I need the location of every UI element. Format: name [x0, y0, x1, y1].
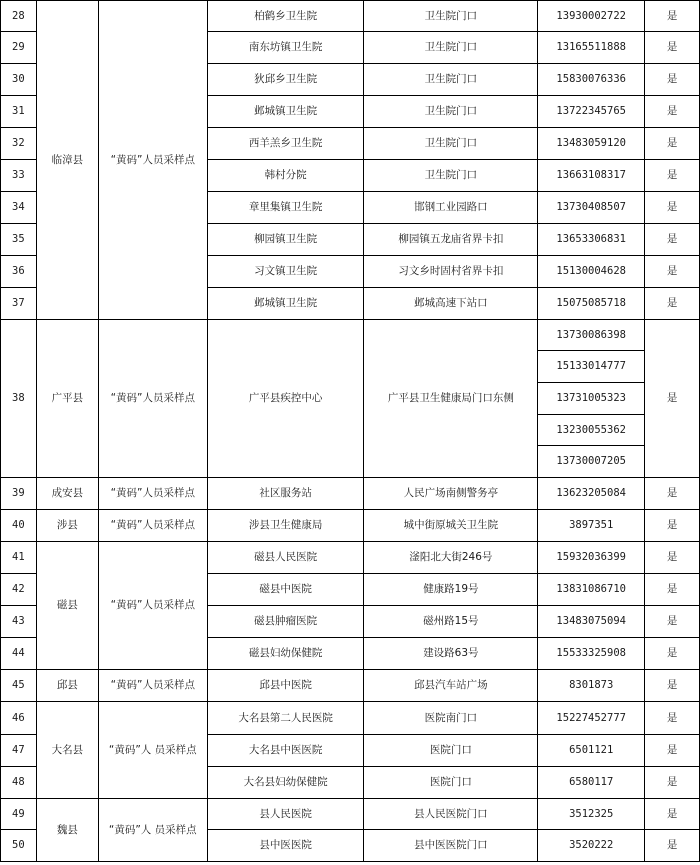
row-number: 41 [1, 542, 37, 574]
contact-phone: 13663108317 [538, 160, 645, 192]
site-name: 邺城镇卫生院 [207, 288, 364, 320]
site-location: 卫生院门口 [364, 128, 538, 160]
site-location: 卫生院门口 [364, 96, 538, 128]
table-row [1, 478, 700, 510]
available-flag: 是 [645, 735, 700, 767]
row-number: 39 [1, 478, 37, 510]
available-flag: 是 [645, 192, 700, 224]
site-location: 医院南门口 [364, 702, 538, 735]
county-name: 广平县 [36, 320, 98, 478]
site-location: 医院门口 [364, 767, 538, 799]
site-name: 社区服务站 [207, 478, 364, 510]
contact-phone: 13483059120 [538, 128, 645, 160]
site-name: 广平县疾控中心 [207, 320, 364, 478]
contact-phone: 8301873 [538, 670, 645, 702]
available-flag: 是 [645, 670, 700, 702]
site-location: 健康路19号 [364, 574, 538, 606]
contact-phone: 15130004628 [538, 256, 645, 288]
contact-phone: 15075085718 [538, 288, 645, 320]
row-number: 29 [1, 32, 37, 64]
available-flag: 是 [645, 288, 700, 320]
site-name: 韩村分院 [207, 160, 364, 192]
site-name: 邱县中医院 [207, 670, 364, 702]
site-location: 医院门口 [364, 735, 538, 767]
site-location: 县中医医院门口 [364, 830, 538, 862]
site-location: 柳园镇五龙庙省界卡扣 [364, 224, 538, 256]
contact-phone: 13930002722 [538, 1, 645, 32]
available-flag: 是 [645, 638, 700, 670]
site-name: 涉县卫生健康局 [207, 510, 364, 542]
available-flag: 是 [645, 32, 700, 64]
table-row [1, 799, 700, 830]
contact-phone: 3520222 [538, 830, 645, 862]
site-name: 磁县中医院 [207, 574, 364, 606]
available-flag: 是 [645, 160, 700, 192]
site-name: 狄邱乡卫生院 [207, 64, 364, 96]
contact-phone: 13730007205 [538, 446, 645, 478]
available-flag: 是 [645, 542, 700, 574]
contact-phone: 15932036399 [538, 542, 645, 574]
available-flag: 是 [645, 478, 700, 510]
contact-phone: 13722345765 [538, 96, 645, 128]
site-name: 习文镇卫生院 [207, 256, 364, 288]
site-name: 大名县中医医院 [207, 735, 364, 767]
row-number: 44 [1, 638, 37, 670]
contact-phone: 13730408507 [538, 192, 645, 224]
row-number: 46 [1, 702, 37, 735]
available-flag: 是 [645, 256, 700, 288]
row-number: 38 [1, 320, 37, 478]
row-number: 45 [1, 670, 37, 702]
row-number: 37 [1, 288, 37, 320]
site-name: 磁县肿瘤医院 [207, 606, 364, 638]
available-flag: 是 [645, 799, 700, 830]
site-name: 大名县妇幼保健院 [207, 767, 364, 799]
row-number: 31 [1, 96, 37, 128]
table-row [1, 702, 700, 735]
table-row [1, 670, 700, 702]
row-number: 47 [1, 735, 37, 767]
row-number: 42 [1, 574, 37, 606]
available-flag: 是 [645, 224, 700, 256]
county-name: 邱县 [36, 670, 98, 702]
table-row [1, 510, 700, 542]
contact-phone: 15133014777 [538, 351, 645, 383]
row-number: 36 [1, 256, 37, 288]
site-name: 章里集镇卫生院 [207, 192, 364, 224]
available-flag: 是 [645, 606, 700, 638]
sampling-type: “黄码”人 员采样点 [98, 799, 207, 862]
table-row [1, 320, 700, 351]
available-flag: 是 [645, 574, 700, 606]
site-location: 城中街原城关卫生院 [364, 510, 538, 542]
site-name: 邺城镇卫生院 [207, 96, 364, 128]
contact-phone: 6580117 [538, 767, 645, 799]
site-name: 柏鹤乡卫生院 [207, 1, 364, 32]
available-flag: 是 [645, 510, 700, 542]
site-name: 大名县第二人民医院 [207, 702, 364, 735]
county-name: 魏县 [36, 799, 98, 862]
row-number: 48 [1, 767, 37, 799]
available-flag: 是 [645, 128, 700, 160]
row-number: 32 [1, 128, 37, 160]
contact-phone: 15227452777 [538, 702, 645, 735]
row-number: 34 [1, 192, 37, 224]
row-number: 43 [1, 606, 37, 638]
row-number: 35 [1, 224, 37, 256]
contact-phone: 13623205084 [538, 478, 645, 510]
county-name: 涉县 [36, 510, 98, 542]
contact-phone: 3897351 [538, 510, 645, 542]
contact-phone: 13730086398 [538, 320, 645, 351]
available-flag: 是 [645, 96, 700, 128]
row-number: 50 [1, 830, 37, 862]
contact-phone: 13165511888 [538, 32, 645, 64]
contact-phone: 13483075094 [538, 606, 645, 638]
contact-phone: 13831086710 [538, 574, 645, 606]
site-location: 邺城高速下站口 [364, 288, 538, 320]
county-name: 成安县 [36, 478, 98, 510]
table-row [1, 542, 700, 574]
contact-phone: 13230055362 [538, 415, 645, 446]
site-location: 习文乡时固村省界卡扣 [364, 256, 538, 288]
site-location: 县人民医院门口 [364, 799, 538, 830]
row-number: 30 [1, 64, 37, 96]
site-location: 滏阳北大街246号 [364, 542, 538, 574]
site-name: 磁县人民医院 [207, 542, 364, 574]
available-flag: 是 [645, 1, 700, 32]
county-name: 临漳县 [36, 1, 98, 320]
site-name: 县人民医院 [207, 799, 364, 830]
row-number: 33 [1, 160, 37, 192]
site-location: 卫生院门口 [364, 32, 538, 64]
site-name: 柳园镇卫生院 [207, 224, 364, 256]
site-location: 邱县汽车站广场 [364, 670, 538, 702]
site-name: 磁县妇幼保健院 [207, 638, 364, 670]
sampling-type: “黄码”人员采样点 [98, 510, 207, 542]
contact-phone: 3512325 [538, 799, 645, 830]
site-location: 广平县卫生健康局门口东侧 [364, 320, 538, 478]
site-location: 建设路63号 [364, 638, 538, 670]
county-name: 大名县 [36, 702, 98, 799]
sampling-type: “黄码”人 员采样点 [98, 702, 207, 799]
sampling-type: “黄码”人员采样点 [98, 542, 207, 670]
row-number: 49 [1, 799, 37, 830]
table-row [1, 1, 700, 32]
site-location: 人民广场南侧警务亭 [364, 478, 538, 510]
row-number: 28 [1, 1, 37, 32]
contact-phone: 15533325908 [538, 638, 645, 670]
county-name: 磁县 [36, 542, 98, 670]
site-name: 县中医医院 [207, 830, 364, 862]
sampling-type: “黄码”人员采样点 [98, 478, 207, 510]
contact-phone: 13731005323 [538, 383, 645, 415]
site-location: 卫生院门口 [364, 64, 538, 96]
site-location: 磁州路15号 [364, 606, 538, 638]
sampling-type: “黄码”人员采样点 [98, 670, 207, 702]
sampling-type: “黄码”人员采样点 [98, 1, 207, 320]
available-flag: 是 [645, 320, 700, 478]
available-flag: 是 [645, 767, 700, 799]
site-location: 邯钢工业园路口 [364, 192, 538, 224]
site-name: 南东坊镇卫生院 [207, 32, 364, 64]
contact-phone: 15830076336 [538, 64, 645, 96]
site-name: 西羊羔乡卫生院 [207, 128, 364, 160]
site-location: 卫生院门口 [364, 160, 538, 192]
contact-phone: 13653306831 [538, 224, 645, 256]
available-flag: 是 [645, 830, 700, 862]
available-flag: 是 [645, 64, 700, 96]
site-location: 卫生院门口 [364, 1, 538, 32]
contact-phone: 6501121 [538, 735, 645, 767]
row-number: 40 [1, 510, 37, 542]
available-flag: 是 [645, 702, 700, 735]
sampling-type: “黄码”人员采样点 [98, 320, 207, 478]
